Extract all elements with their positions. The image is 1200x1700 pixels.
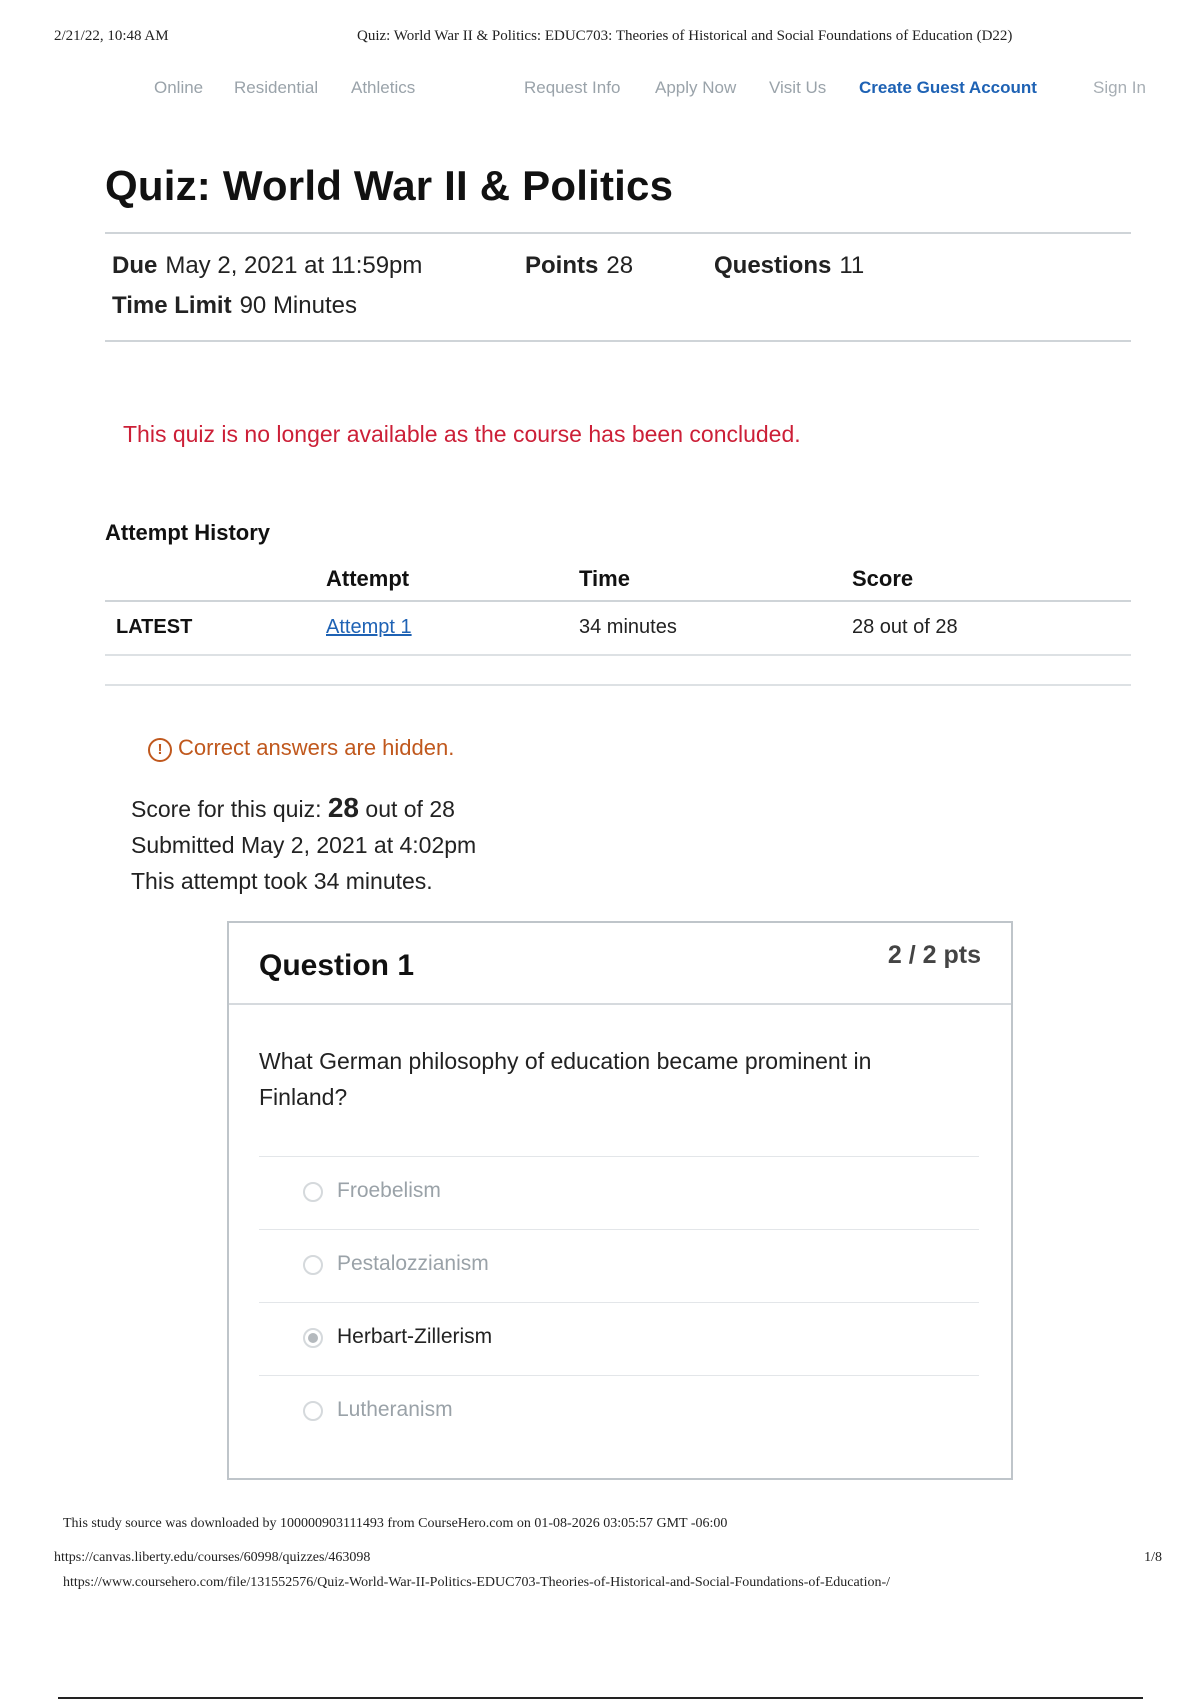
points-label: Points [525,252,599,279]
answer-label: Lutheranism [337,1398,453,1421]
answer-option[interactable] [259,1156,979,1229]
warning-icon: ! [148,738,172,762]
answer-option[interactable] [259,1375,979,1448]
correct-answers-hidden-notice [148,735,454,762]
top-nav [0,78,1200,102]
divider [105,340,1131,342]
latest-tag: LATEST [116,616,193,638]
coursehero-url: https://www.coursehero.com/file/131552576/Quiz-World-War-II-Politics-EDUC703-Theories-of-Historical-and-Social-Foundations-of-Education-/ [63,1575,891,1590]
duration-line: This attempt took 34 minutes. [131,868,433,894]
nav-request-info[interactable]: Request Info [524,78,621,97]
attempt-score: 28 out of 28 [852,616,958,638]
bottom-divider [58,1697,1143,1699]
page-title: Quiz: World War II & Politics [105,162,674,209]
due-value: May 2, 2021 at 11:59pm [165,252,423,279]
quiz-unavailable-message: This quiz is no longer available as the course has been concluded. [123,421,801,447]
answer-list [259,1156,979,1448]
due-date [112,252,422,280]
nav-apply-now[interactable]: Apply Now [655,78,737,97]
time-limit [112,292,357,320]
points [525,252,633,280]
divider [105,684,1131,686]
score-suffix: out of 28 [365,796,455,822]
questions-count [714,252,864,280]
questions-label: Questions [714,252,832,279]
nav-athletics[interactable]: Athletics [351,78,416,97]
page-number: 1/8 [1144,1550,1162,1565]
answer-option-selected[interactable] [259,1302,979,1375]
radio-button-selected[interactable] [303,1328,323,1348]
print-page-title: Quiz: World War II & Politics: EDUC703: Theories of Historical and Social Foundations of Education (D22) [357,28,1013,44]
score-line [131,790,476,827]
points-value: 28 [606,252,634,279]
table-header [105,560,1131,602]
score-value: 28 [327,792,360,823]
print-datetime: 2/21/22, 10:48 AM [54,28,169,44]
hidden-note-text: Correct answers are hidden. [178,735,455,760]
attempt-history-title: Attempt History [105,520,271,545]
question-points: 2 / 2 pts [887,941,981,969]
score-summary [131,790,476,899]
radio-button[interactable] [303,1255,323,1275]
radio-button[interactable] [303,1182,323,1202]
nav-sign-in[interactable]: Sign In [1093,78,1146,97]
table-row [105,602,1131,656]
question-card [227,921,1013,1480]
answer-label: Froebelism [337,1179,441,1202]
submitted-line: Submitted May 2, 2021 at 4:02pm [131,832,477,858]
questions-value: 11 [839,252,865,279]
nav-visit-us[interactable]: Visit Us [769,78,827,97]
answer-label: Pestalozzianism [337,1252,489,1275]
answer-option[interactable] [259,1229,979,1302]
question-text: What German philosophy of education became prominent in Finland? [259,1048,872,1110]
nav-residential[interactable]: Residential [234,78,319,97]
question-header [229,923,1011,1005]
nav-online[interactable]: Online [154,78,204,97]
divider [105,232,1131,234]
source-notice: This study source was downloaded by 100000903111493 from CourseHero.com on 01-08-2026 03:05:57 GMT -06:00 [63,1516,728,1531]
due-label: Due [112,252,158,279]
score-prefix: Score for this quiz: [131,796,322,822]
radio-button[interactable] [303,1401,323,1421]
time-limit-value: 90 Minutes [239,292,357,319]
attempt-time: 34 minutes [579,616,677,638]
canvas-url: https://canvas.liberty.edu/courses/60998/quizzes/463098 [54,1550,371,1565]
time-limit-label: Time Limit [112,292,232,319]
nav-create-guest-account[interactable]: Create Guest Account [859,78,1037,97]
column-header-attempt: Attempt [326,566,410,591]
column-header-score: Score [852,566,914,591]
attempt-link[interactable]: Attempt 1 [326,616,412,638]
column-header-time: Time [579,566,630,591]
print-header [0,28,1200,52]
answer-label: Herbart-Zillerism [337,1325,493,1348]
question-title: Question 1 [259,949,415,982]
